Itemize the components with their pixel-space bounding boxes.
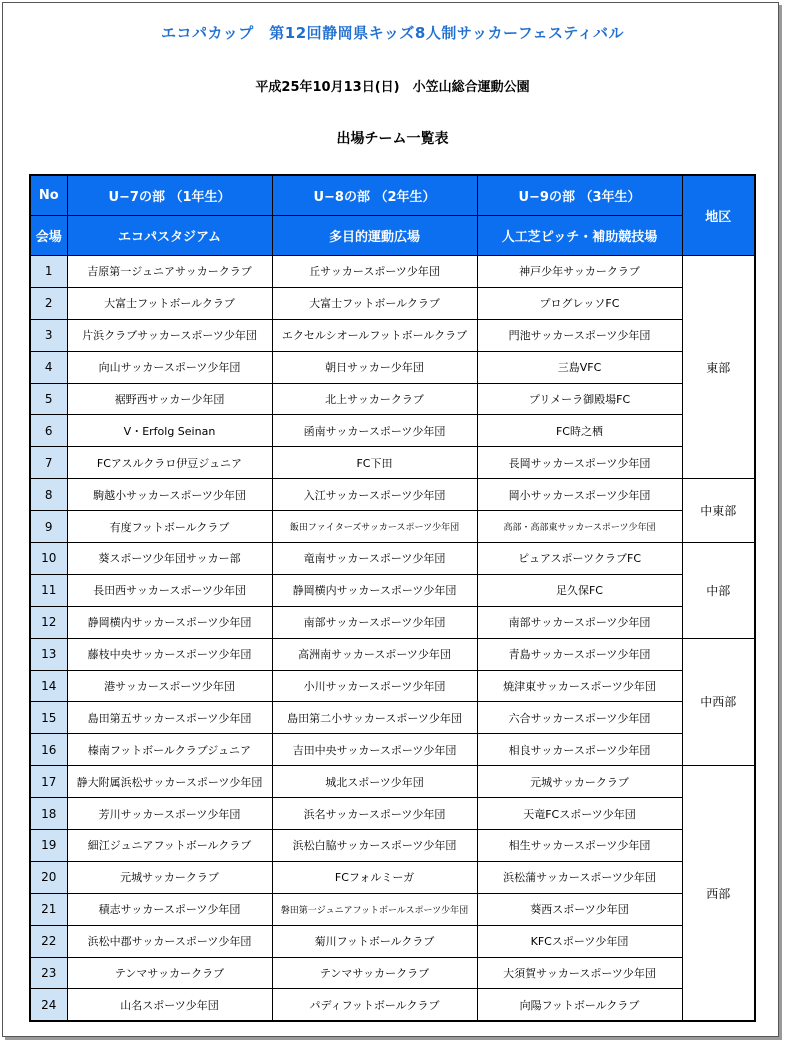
team-u9: 岡小サッカースポーツ少年団	[477, 479, 682, 511]
event-date-venue: 平成25年10月13日(日) 小笠山総合運動公園	[255, 80, 530, 95]
row-number: 2	[30, 287, 67, 319]
region-cell: 中東部	[682, 479, 755, 543]
row-number: 7	[30, 447, 67, 479]
row-number: 21	[30, 893, 67, 925]
table-row	[30, 256, 755, 288]
team-u9: 門池サッカースポーツ少年団	[477, 319, 682, 351]
team-u7: 裾野西サッカー少年団	[67, 383, 272, 415]
row-number: 4	[30, 351, 67, 383]
table-row	[30, 734, 755, 766]
table-row	[30, 861, 755, 893]
team-u8: 静岡横内サッカースポーツ少年団	[272, 574, 477, 606]
region-cell: 中部	[682, 543, 755, 639]
row-number: 6	[30, 415, 67, 447]
table-row	[30, 479, 755, 511]
row-number: 23	[30, 957, 67, 989]
team-u8: 大富士フットボールクラブ	[272, 287, 477, 319]
header-u9-venue: 人工芝ピッチ・補助競技場	[477, 216, 682, 256]
team-u9: 相良サッカースポーツ少年団	[477, 734, 682, 766]
team-u8: 丘サッカースポーツ少年団	[272, 256, 477, 288]
team-u7: FCアスルクラロ伊豆ジュニア	[67, 447, 272, 479]
header-region: 地区	[682, 175, 755, 256]
team-u9: FC時之栖	[477, 415, 682, 447]
row-number: 10	[30, 543, 67, 575]
team-u9: ピュアスポーツクラブFC	[477, 543, 682, 575]
table-row	[30, 574, 755, 606]
team-u8: 菊川フットボールクラブ	[272, 925, 477, 957]
team-u8: 函南サッカースポーツ少年団	[272, 415, 477, 447]
team-u8: 磐田第一ジュニアフットボールスポーツ少年団	[272, 893, 477, 925]
team-u7: 浜松中郡サッカースポーツ少年団	[67, 925, 272, 957]
header-u9: U−9の部 （3年生）	[477, 175, 682, 216]
team-u9: 長岡サッカースポーツ少年団	[477, 447, 682, 479]
team-u7: 有度フットボールクラブ	[67, 511, 272, 543]
row-number: 20	[30, 861, 67, 893]
team-u7: 駒越小サッカースポーツ少年団	[67, 479, 272, 511]
header-row-division	[30, 175, 755, 216]
team-u7: 積志サッカースポーツ少年団	[67, 893, 272, 925]
team-u9: プログレッソFC	[477, 287, 682, 319]
team-u8: パディフットボールクラブ	[272, 989, 477, 1021]
region-cell: 西部	[682, 766, 755, 1022]
team-u9: 高部・高部東サッカースポーツ少年団	[477, 511, 682, 543]
table-row	[30, 925, 755, 957]
team-u7: 芳川サッカースポーツ少年団	[67, 798, 272, 830]
team-u9: 天竜FCスポーツ少年団	[477, 798, 682, 830]
row-number: 8	[30, 479, 67, 511]
table-row	[30, 702, 755, 734]
team-u8: テンマサッカークラブ	[272, 957, 477, 989]
row-number: 19	[30, 830, 67, 862]
team-u8: 浜名サッカースポーツ少年団	[272, 798, 477, 830]
team-u9: 足久保FC	[477, 574, 682, 606]
header-venue-label: 会場	[30, 216, 67, 256]
row-number: 24	[30, 989, 67, 1021]
header-u8: U−8の部 （2年生）	[272, 175, 477, 216]
table-row	[30, 543, 755, 575]
team-u7: 大富士フットボールクラブ	[67, 287, 272, 319]
team-u8: 飯田ファイターズサッカースポーツ少年団	[272, 511, 477, 543]
table-row	[30, 319, 755, 351]
row-number: 3	[30, 319, 67, 351]
table-row	[30, 511, 755, 543]
team-u9: 神戸少年サッカークラブ	[477, 256, 682, 288]
team-u8: 浜松白脇サッカースポーツ少年団	[272, 830, 477, 862]
header-u7-venue: エコパスタジアム	[67, 216, 272, 256]
team-u7: 元城サッカークラブ	[67, 861, 272, 893]
region-cell: 中西部	[682, 638, 755, 766]
team-u7: 細江ジュニアフットボールクラブ	[67, 830, 272, 862]
team-u8: 入江サッカースポーツ少年団	[272, 479, 477, 511]
row-number: 13	[30, 638, 67, 670]
team-u7: 港サッカースポーツ少年団	[67, 670, 272, 702]
row-number: 16	[30, 734, 67, 766]
table-row	[30, 893, 755, 925]
team-u9: 南部サッカースポーツ少年団	[477, 606, 682, 638]
table-row	[30, 766, 755, 798]
team-u8: 朝日サッカー少年団	[272, 351, 477, 383]
row-number: 5	[30, 383, 67, 415]
row-number: 11	[30, 574, 67, 606]
team-u9: 元城サッカークラブ	[477, 766, 682, 798]
row-number: 18	[30, 798, 67, 830]
page-title: エコパカップ 第12回静岡県キッズ8人制サッカーフェスティバル	[160, 24, 625, 42]
table-row	[30, 383, 755, 415]
team-list-table	[29, 174, 756, 1022]
team-u7: 静大附属浜松サッカースポーツ少年団	[67, 766, 272, 798]
team-u7: 榛南フットボールクラブジュニア	[67, 734, 272, 766]
team-u8: 小川サッカースポーツ少年団	[272, 670, 477, 702]
team-u9: 六合サッカースポーツ少年団	[477, 702, 682, 734]
team-u9: 向陽フットボールクラブ	[477, 989, 682, 1021]
team-u9: 葵西スポーツ少年団	[477, 893, 682, 925]
header-u8-venue: 多目的運動広場	[272, 216, 477, 256]
team-u8: FC下田	[272, 447, 477, 479]
team-u8: 南部サッカースポーツ少年団	[272, 606, 477, 638]
team-u8: 吉田中央サッカースポーツ少年団	[272, 734, 477, 766]
team-u9: 三島VFC	[477, 351, 682, 383]
table-row	[30, 287, 755, 319]
header-row-venue	[30, 216, 755, 256]
list-title: 出場チーム一覧表	[336, 131, 449, 147]
row-number: 1	[30, 256, 67, 288]
team-u8: 城北スポーツ少年団	[272, 766, 477, 798]
team-u9: 焼津東サッカースポーツ少年団	[477, 670, 682, 702]
row-number: 15	[30, 702, 67, 734]
team-u7: 吉原第一ジュニアサッカークラブ	[67, 256, 272, 288]
team-u7: 片浜クラブサッカースポーツ少年団	[67, 319, 272, 351]
table-row	[30, 351, 755, 383]
team-u7: 藤枝中央サッカースポーツ少年団	[67, 638, 272, 670]
table-row	[30, 957, 755, 989]
header-no: No	[30, 175, 67, 216]
region-cell: 東部	[682, 256, 755, 479]
table-row	[30, 415, 755, 447]
team-u7: V・Erfolg Seinan	[67, 415, 272, 447]
table-row	[30, 638, 755, 670]
row-number: 17	[30, 766, 67, 798]
team-rows	[30, 256, 755, 1022]
team-u8: エクセルシオールフットボールクラブ	[272, 319, 477, 351]
team-u9: プリメーラ御殿場FC	[477, 383, 682, 415]
team-u7: 長田西サッカースポーツ少年団	[67, 574, 272, 606]
row-number: 14	[30, 670, 67, 702]
team-u8: FCフォルミーガ	[272, 861, 477, 893]
team-u8: 竜南サッカースポーツ少年団	[272, 543, 477, 575]
team-u8: 高洲南サッカースポーツ少年団	[272, 638, 477, 670]
team-u9: KFCスポーツ少年団	[477, 925, 682, 957]
team-u7: 山名スポーツ少年団	[67, 989, 272, 1021]
team-u9: 相生サッカースポーツ少年団	[477, 830, 682, 862]
team-u7: テンマサッカークラブ	[67, 957, 272, 989]
team-u9: 浜松蒲サッカースポーツ少年団	[477, 861, 682, 893]
team-u7: 島田第五サッカースポーツ少年団	[67, 702, 272, 734]
team-u9: 青島サッカースポーツ少年団	[477, 638, 682, 670]
team-u8: 北上サッカークラブ	[272, 383, 477, 415]
table-row	[30, 798, 755, 830]
team-u9: 大須賀サッカースポーツ少年団	[477, 957, 682, 989]
table-row	[30, 989, 755, 1021]
row-number: 22	[30, 925, 67, 957]
table-row	[30, 830, 755, 862]
row-number: 9	[30, 511, 67, 543]
row-number: 12	[30, 606, 67, 638]
table-row	[30, 606, 755, 638]
table-row	[30, 447, 755, 479]
team-u7: 向山サッカースポーツ少年団	[67, 351, 272, 383]
header-u7: U−7の部 （1年生）	[67, 175, 272, 216]
team-u8: 島田第二小サッカースポーツ少年団	[272, 702, 477, 734]
table-row	[30, 670, 755, 702]
team-u7: 静岡横内サッカースポーツ少年団	[67, 606, 272, 638]
team-u7: 葵スポーツ少年団サッカー部	[67, 543, 272, 575]
